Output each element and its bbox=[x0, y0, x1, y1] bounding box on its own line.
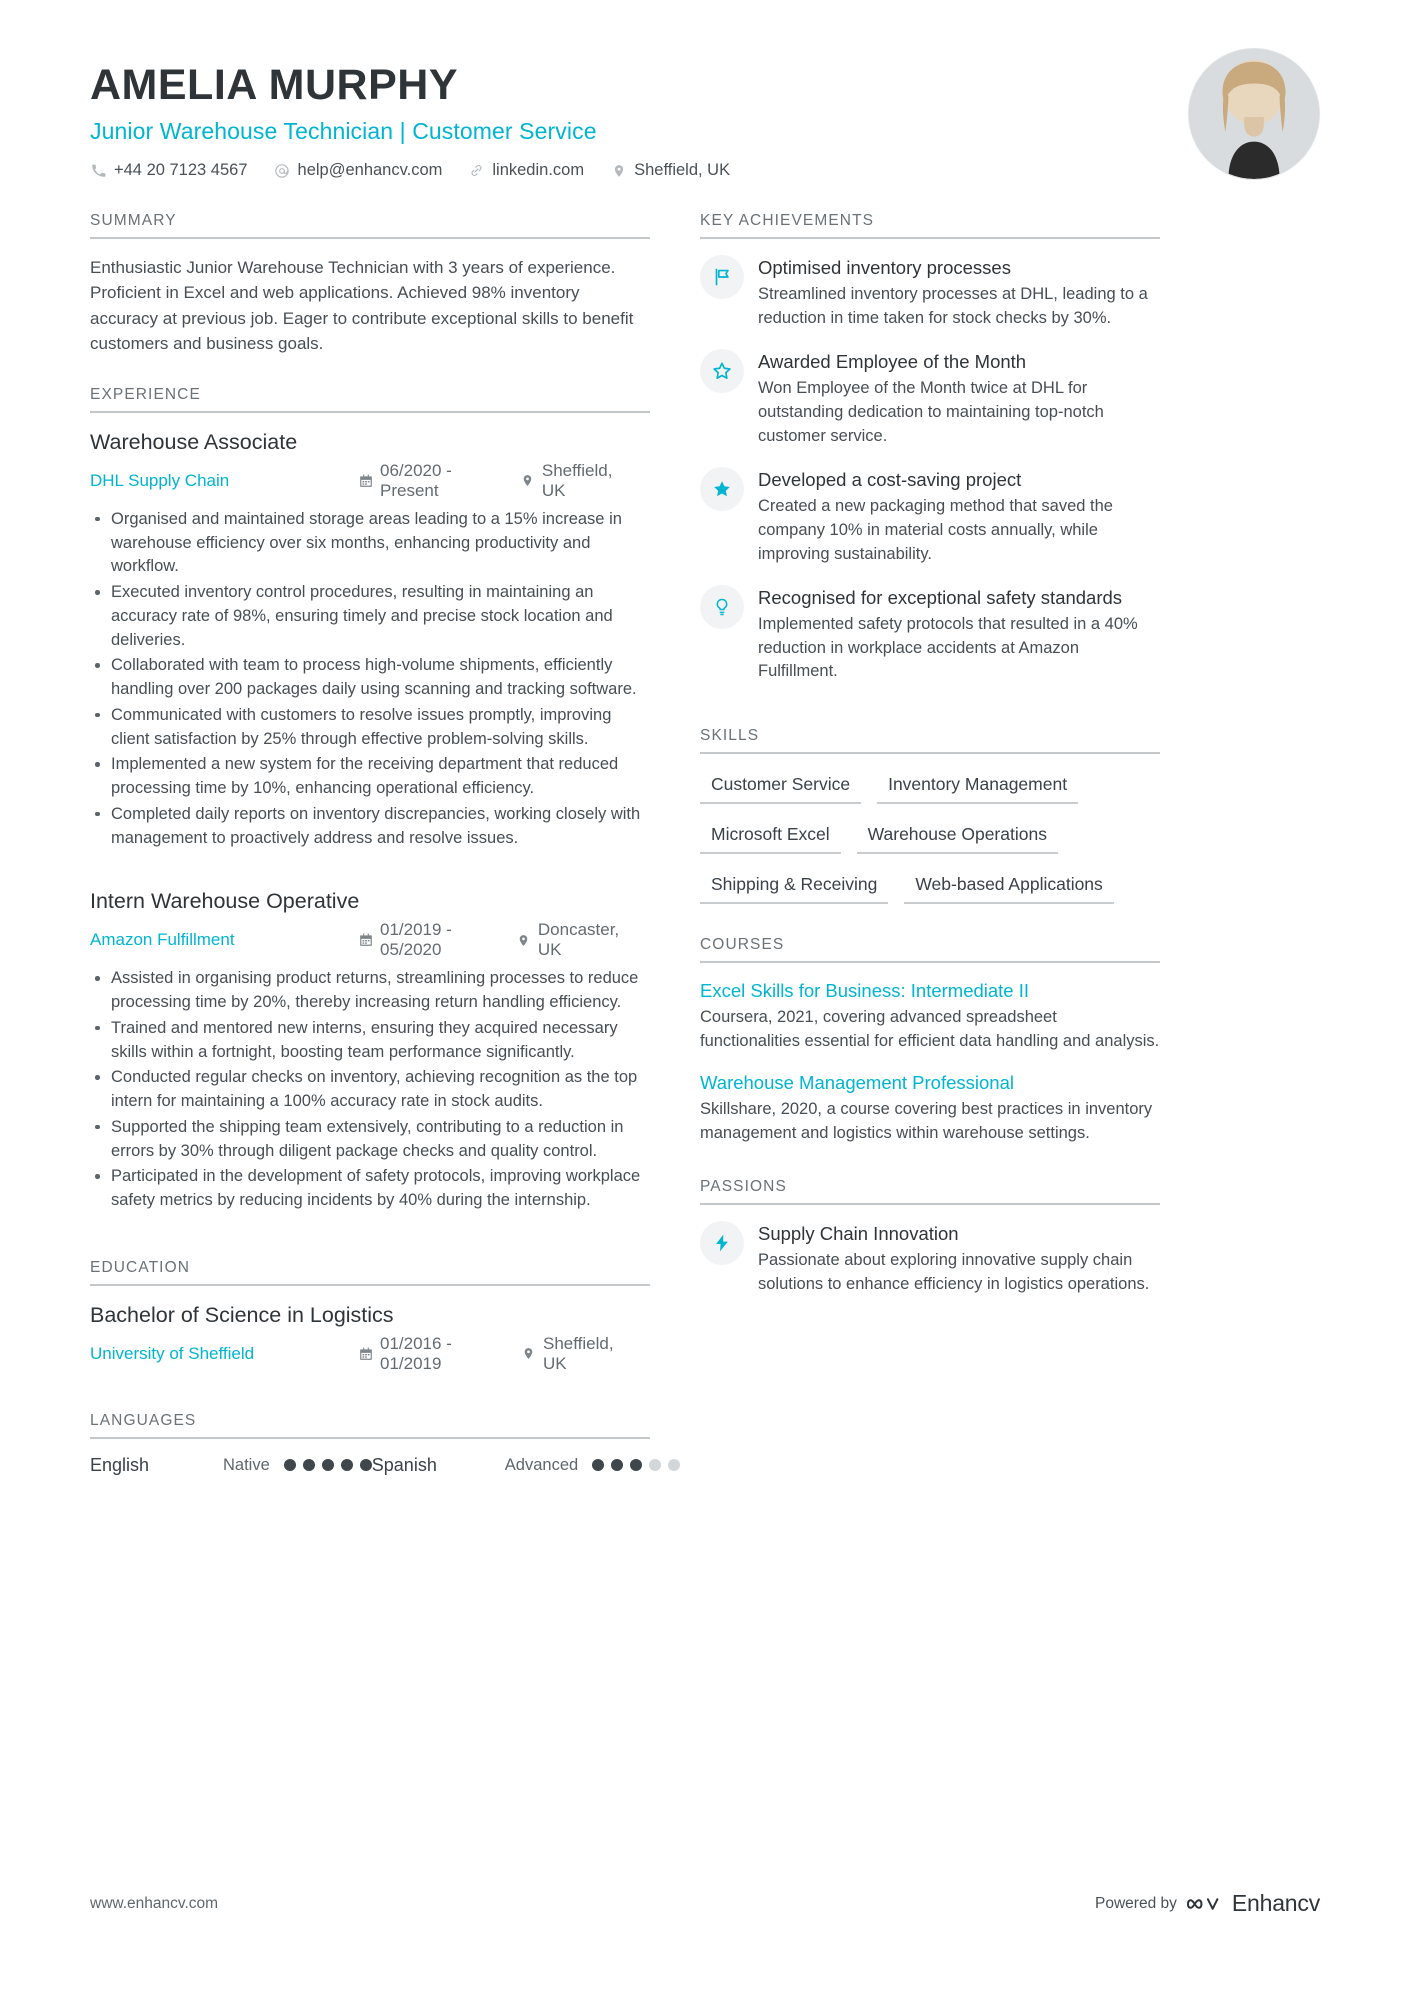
job-title: Intern Warehouse Operative bbox=[90, 889, 360, 914]
education-entry bbox=[90, 1302, 650, 1374]
left-column bbox=[90, 212, 650, 1475]
bullet: Communicated with customers to resolve issues promptly, improving client satisfaction by 25% through effective problem-solving skills. bbox=[90, 704, 650, 752]
education-location-text: Sheffield, UK bbox=[542, 1333, 614, 1373]
summary-heading: SUMMARY bbox=[90, 212, 650, 239]
achievement-item bbox=[700, 585, 1160, 684]
right-column bbox=[700, 212, 1160, 1475]
contact-email[interactable] bbox=[274, 161, 443, 180]
courses-heading: COURSES bbox=[700, 936, 1160, 963]
achievements-heading: KEY ACHIEVEMENTS bbox=[700, 212, 1160, 239]
bullet: Completed daily reports on inventory discrepancies, working closely with management to proactively address and resolve issues. bbox=[90, 803, 650, 851]
education-dates bbox=[358, 1334, 497, 1374]
candidate-headline: Junior Warehouse Technician | Customer Service bbox=[90, 118, 597, 145]
course-title[interactable]: Warehouse Management Professional bbox=[700, 1071, 1014, 1093]
section-passions bbox=[700, 1178, 1160, 1296]
rating-dot bbox=[360, 1459, 372, 1471]
rating-dot bbox=[611, 1459, 623, 1471]
skill-tag: Customer Service bbox=[700, 770, 861, 804]
resume-columns bbox=[0, 212, 1410, 1475]
experience-heading: EXPERIENCE bbox=[90, 386, 650, 413]
skill-tag: Warehouse Operations bbox=[857, 820, 1058, 854]
bullet: Trained and mentored new interns, ensuring they acquired necessary skills within a fortnight, boosting team performance significantly. bbox=[90, 1017, 650, 1065]
section-education bbox=[90, 1259, 650, 1374]
brand-name: Enhancv bbox=[1231, 1890, 1320, 1916]
language-rating bbox=[284, 1459, 372, 1471]
job-bullets bbox=[90, 508, 650, 851]
resume-footer bbox=[90, 1890, 1320, 1917]
section-languages bbox=[90, 1412, 650, 1476]
course-title[interactable]: Excel Skills for Business: Intermediate II bbox=[700, 980, 1030, 1002]
job-dates bbox=[358, 461, 496, 501]
achievement-desc: Implemented safety protocols that resulted in a 40% reduction in workplace accidents at Amazon Fulfillment. bbox=[758, 614, 1138, 681]
star-outline-icon bbox=[700, 349, 744, 393]
bullet: Organised and maintained storage areas leading to a 15% increase in warehouse efficiency over six months, enhancing productivity and workflow. bbox=[90, 508, 650, 579]
language-item bbox=[90, 1455, 372, 1476]
achievement-item bbox=[700, 349, 1160, 448]
languages-row bbox=[90, 1455, 650, 1476]
education-dates-text: 01/2016 - 01/2019 bbox=[380, 1333, 452, 1373]
rating-dot bbox=[284, 1459, 296, 1471]
job-title: Warehouse Associate bbox=[90, 429, 298, 454]
enhancv-logo-icon bbox=[1187, 1892, 1225, 1916]
job-dates bbox=[358, 920, 492, 960]
location-pin-icon bbox=[520, 473, 535, 488]
section-achievements bbox=[700, 212, 1160, 684]
phone-icon bbox=[90, 162, 107, 179]
achievement-desc: Streamlined inventory processes at DHL, leading to a reduction in time taken for stock checks by 30%. bbox=[758, 284, 1148, 327]
achievement-title: Optimised inventory processes bbox=[758, 257, 1011, 279]
job-company[interactable]: Amazon Fulfillment bbox=[90, 930, 235, 950]
course-item bbox=[700, 1071, 1160, 1146]
calendar-icon bbox=[358, 473, 373, 488]
language-name: Spanish bbox=[371, 1454, 437, 1475]
job-location bbox=[520, 461, 626, 501]
education-location bbox=[521, 1334, 626, 1374]
lightbulb-icon bbox=[700, 585, 744, 629]
location-pin-icon bbox=[521, 1346, 536, 1361]
contact-link[interactable] bbox=[468, 161, 584, 180]
location-pin-icon bbox=[516, 933, 531, 948]
bullet: Assisted in organising product returns, streamlining processes to reduce processing time by 20%, thereby increasing return handling efficiency. bbox=[90, 967, 650, 1015]
job-bullets bbox=[90, 967, 650, 1213]
course-desc: Skillshare, 2020, a course covering best practices in inventory management and logistics within warehouse settings. bbox=[700, 1099, 1153, 1142]
rating-dot bbox=[303, 1459, 315, 1471]
course-item bbox=[700, 979, 1160, 1054]
contact-email-text: help@enhancv.com bbox=[297, 161, 443, 180]
achievement-title: Awarded Employee of the Month bbox=[758, 351, 1027, 373]
job-meta bbox=[90, 461, 650, 501]
education-heading: EDUCATION bbox=[90, 1259, 650, 1286]
passion-desc: Passionate about exploring innovative supply chain solutions to enhance efficiency in logistics operations. bbox=[758, 1251, 1150, 1293]
section-courses bbox=[700, 936, 1160, 1145]
star-filled-icon bbox=[700, 467, 744, 511]
contact-row bbox=[90, 161, 1320, 180]
candidate-name: AMELIA MURPHY bbox=[90, 61, 459, 109]
section-skills bbox=[700, 727, 1160, 920]
skill-tag: Microsoft Excel bbox=[700, 820, 841, 854]
achievement-desc: Created a new packaging method that saved the company 10% in material costs annually, while improving sustainability. bbox=[758, 497, 1113, 563]
skill-tag: Web-based Applications bbox=[904, 870, 1113, 904]
school-name[interactable]: University of Sheffield bbox=[90, 1343, 255, 1363]
passions-heading: PASSIONS bbox=[700, 1178, 1160, 1205]
email-icon bbox=[274, 162, 291, 179]
resume-header bbox=[0, 0, 1410, 180]
skill-tag: Inventory Management bbox=[877, 770, 1078, 804]
achievement-item bbox=[700, 255, 1160, 330]
calendar-icon bbox=[358, 933, 373, 948]
skills-heading: SKILLS bbox=[700, 727, 1160, 754]
bullet: Supported the shipping team extensively, contributing to a reduction in errors by 30% through diligent package checks and quality control. bbox=[90, 1116, 650, 1164]
job-meta bbox=[90, 920, 650, 960]
skills-list bbox=[700, 770, 1160, 920]
contact-phone-text: +44 20 7123 4567 bbox=[114, 161, 248, 180]
bullet: Implemented a new system for the receiving department that reduced processing time by 10%, enhancing operational efficiency. bbox=[90, 753, 650, 801]
contact-location-text: Sheffield, UK bbox=[634, 161, 731, 180]
experience-entry bbox=[90, 888, 650, 1212]
language-name: English bbox=[90, 1454, 150, 1475]
rating-dot bbox=[322, 1459, 334, 1471]
brand-logo bbox=[1187, 1890, 1320, 1917]
bullet: Conducted regular checks on inventory, achieving recognition as the top intern for maintaining a 100% accuracy rate in stock audits. bbox=[90, 1066, 650, 1114]
bullet: Collaborated with team to process high-volume shipments, efficiently handling over 200 packages daily using scanning and tracking software. bbox=[90, 654, 650, 702]
language-level: Advanced bbox=[504, 1455, 579, 1474]
rating-dot bbox=[341, 1459, 353, 1471]
footer-website[interactable]: www.enhancv.com bbox=[90, 1894, 219, 1912]
achievement-title: Recognised for exceptional safety standards bbox=[758, 587, 1123, 609]
experience-entry bbox=[90, 429, 650, 850]
achievement-desc: Won Employee of the Month twice at DHL for outstanding dedication to maintaining top-notch customer service. bbox=[758, 379, 1104, 445]
contact-phone[interactable] bbox=[90, 161, 248, 180]
job-dates-text: 06/2020 - Present bbox=[380, 460, 452, 500]
achievement-item bbox=[700, 467, 1160, 566]
summary-text: Enthusiastic Junior Warehouse Technician with 3 years of experience. Proficient in Excel and web applications. Achieved 98% inventory accuracy at previous job. Eager to contribute exceptional skills to benefit customers and business goals. bbox=[90, 258, 634, 353]
section-experience bbox=[90, 386, 650, 1213]
powered-by-label: Powered by bbox=[1095, 1894, 1177, 1912]
link-icon bbox=[468, 162, 485, 179]
rating-dot bbox=[630, 1459, 642, 1471]
calendar-icon bbox=[358, 1346, 373, 1361]
bullet: Participated in the development of safety protocols, improving workplace safety metrics by reducing incidents by 40% during the internship. bbox=[90, 1165, 650, 1213]
job-location bbox=[516, 920, 626, 960]
rating-dot bbox=[592, 1459, 604, 1471]
education-meta bbox=[90, 1334, 650, 1374]
contact-link-text: linkedin.com bbox=[492, 161, 585, 180]
language-level: Native bbox=[223, 1455, 270, 1474]
contact-location bbox=[610, 161, 730, 180]
bullet: Executed inventory control procedures, resulting in maintaining an accuracy rate of 98%, ensuring timely and precise stock location and deliveries. bbox=[90, 581, 650, 652]
powered-by bbox=[1095, 1890, 1320, 1917]
job-dates-text: 01/2019 - 05/2020 bbox=[380, 920, 452, 960]
languages-heading: LANGUAGES bbox=[90, 1412, 650, 1439]
passion-item bbox=[700, 1221, 1160, 1296]
location-pin-icon bbox=[610, 162, 627, 179]
passion-title: Supply Chain Innovation bbox=[758, 1223, 959, 1245]
job-location-text: Doncaster, UK bbox=[537, 920, 620, 960]
job-location-text: Sheffield, UK bbox=[541, 460, 613, 500]
job-company[interactable]: DHL Supply Chain bbox=[90, 470, 230, 490]
lightning-bolt-icon bbox=[700, 1221, 744, 1265]
skill-tag: Shipping & Receiving bbox=[700, 870, 888, 904]
achievement-title: Developed a cost-saving project bbox=[758, 469, 1022, 491]
degree-title: Bachelor of Science in Logistics bbox=[90, 1302, 394, 1327]
language-item bbox=[372, 1455, 680, 1476]
section-summary bbox=[90, 212, 650, 356]
flag-icon bbox=[700, 255, 744, 299]
avatar bbox=[1188, 48, 1320, 180]
course-desc: Coursera, 2021, covering advanced spreadsheet functionalities essential for efficient data handling and analysis. bbox=[700, 1008, 1160, 1051]
